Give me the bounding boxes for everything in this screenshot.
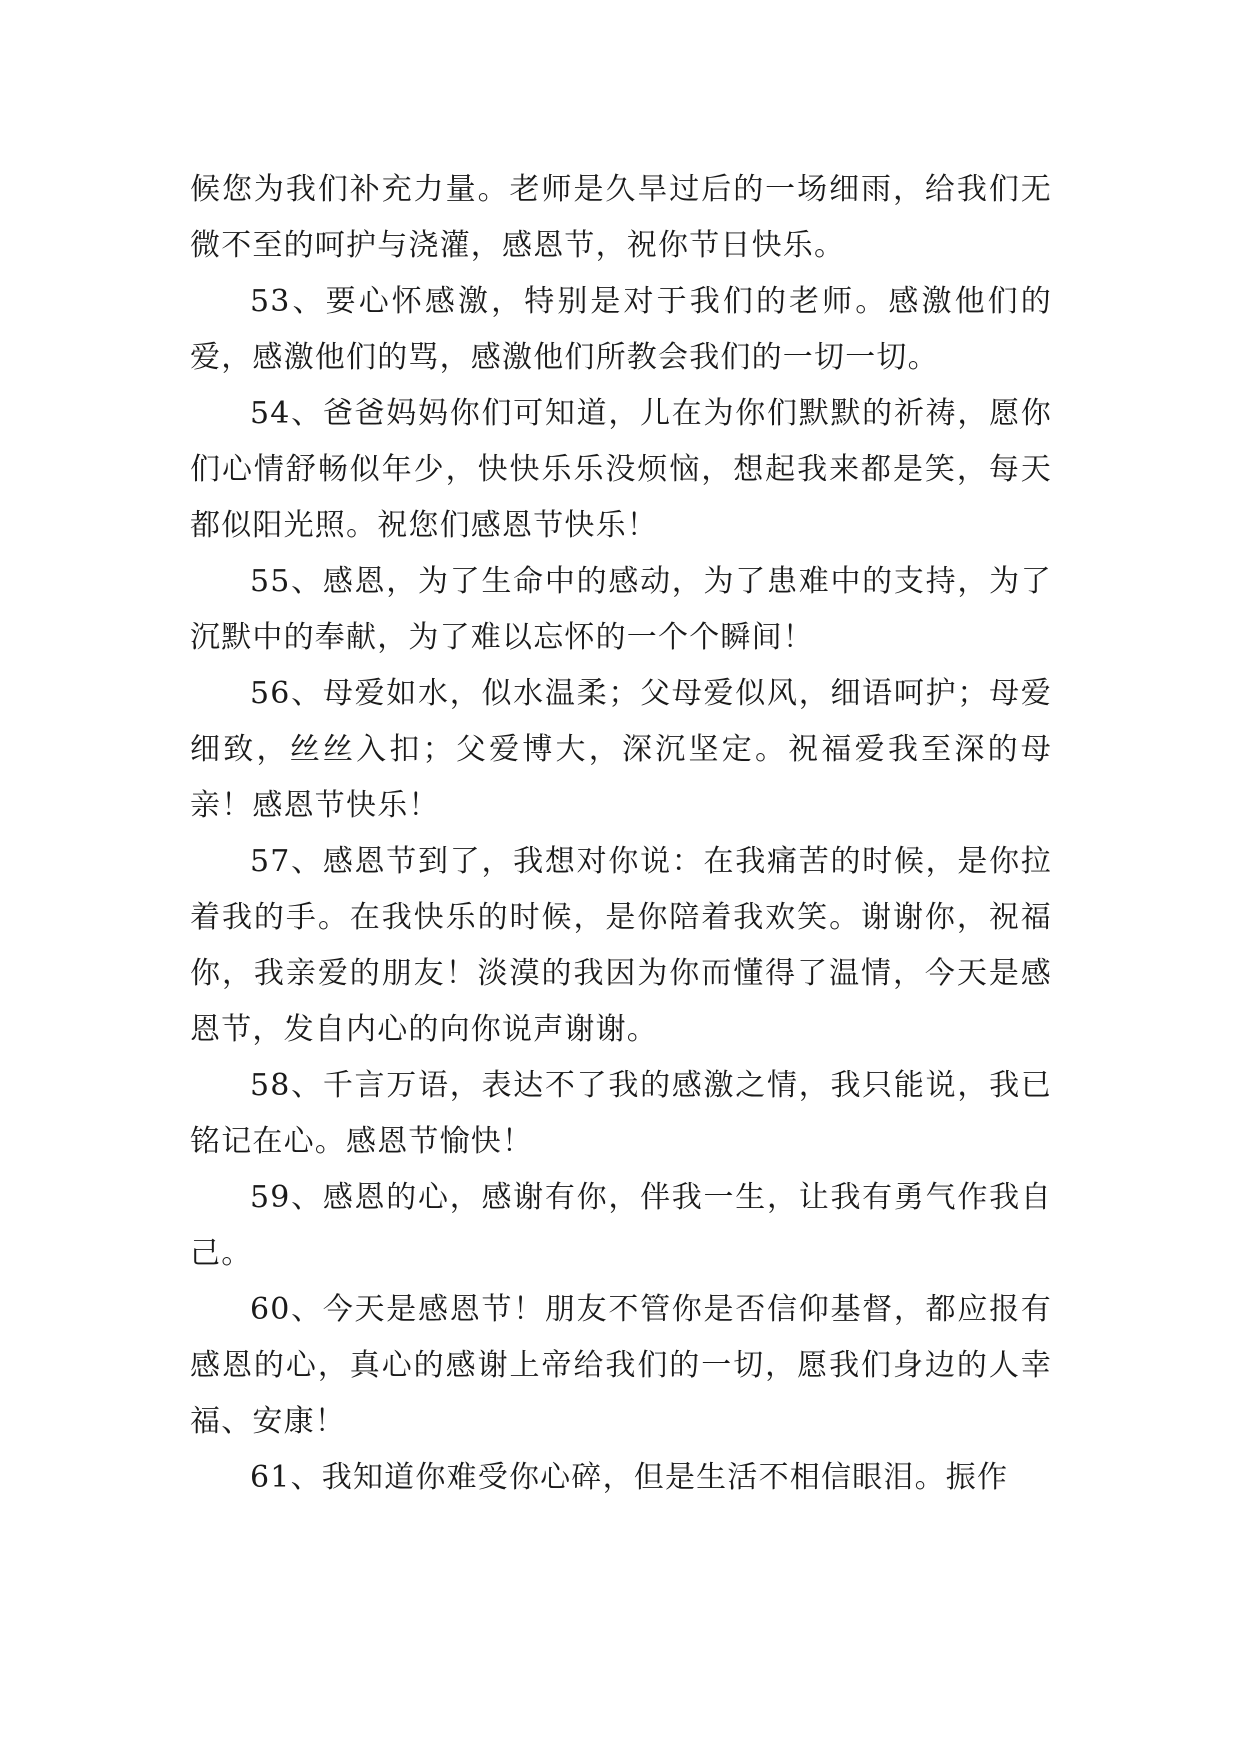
paragraph-59: 59、感恩的心，感谢有你，伴我一生，让我有勇气作我自己。 [190, 1180, 1052, 1271]
paragraph-53: 53、要心怀感激，特别是对于我们的老师。感激他们的爱，感激他们的骂，感激他们所教会我们的一切一切。 [190, 284, 1052, 375]
document-body [190, 162, 1052, 1506]
paragraph-58: 58、千言万语，表达不了我的感激之情，我只能说，我已铭记在心。感恩节愉快！ [190, 1068, 1052, 1159]
paragraph-60: 60、今天是感恩节！朋友不管你是否信仰基督，都应报有感恩的心，真心的感谢上帝给我们的一切，愿我们身边的人幸福、安康！ [190, 1292, 1052, 1439]
paragraph-54: 54、爸爸妈妈你们可知道，儿在为你们默默的祈祷，愿你们心情舒畅似年少，快快乐乐没烦恼，想起我来都是笑，每天都似阳光照。祝您们感恩节快乐！ [190, 396, 1052, 543]
paragraph-56: 56、母爱如水，似水温柔；父母爱似风，细语呵护；母爱细致，丝丝入扣；父爱博大，深沉坚定。祝福爱我至深的母亲！感恩节快乐！ [190, 676, 1052, 823]
paragraph-55: 55、感恩，为了生命中的感动，为了患难中的支持，为了沉默中的奉献，为了难以忘怀的一个个瞬间！ [190, 564, 1052, 655]
paragraph-61: 61、我知道你难受你心碎，但是生活不相信眼泪。振作 [250, 1460, 1009, 1495]
paragraph-continued: 候您为我们补充力量。老师是久旱过后的一场细雨，给我们无微不至的呵护与浇灌，感恩节，祝你节日快乐。 [190, 172, 1052, 263]
paragraph-57: 57、感恩节到了，我想对你说：在我痛苦的时候，是你拉着我的手。在我快乐的时候，是你陪着我欢笑。谢谢你，祝福你，我亲爱的朋友！淡漠的我因为你而懂得了温情，今天是感恩节，发自内心的向你说声谢谢。 [190, 844, 1052, 1047]
